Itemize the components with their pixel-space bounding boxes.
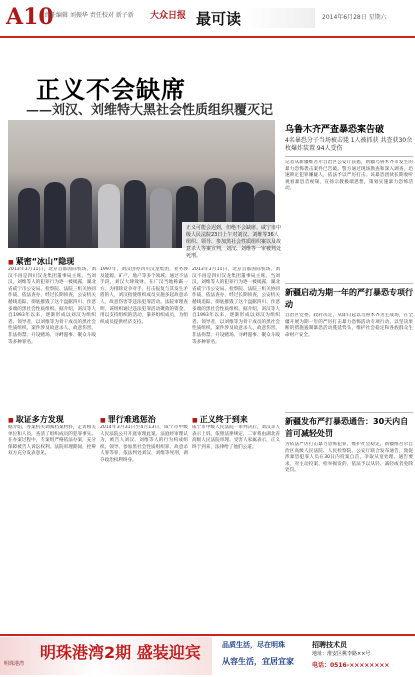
column-name: 最可读 bbox=[196, 10, 242, 28]
section-text-1b: 1997年，刘汉创办四川汉龙集团，业务涉及能源、矿产、地产等多个领域。通过不法手段，刘汉大肆敛财，在广汉当地称霸一方。为排除竞争对手，打击报复与其发生矛盾的人，刘汉指使组织成员实施多起故意杀人、故意伤害等违法犯罪活动。法院审理查明，该组织通过违法犯罪活动聚敛的资金，用以支持组织的活动，豢养组织成员，为组织成员提供经济支持。 bbox=[100, 267, 188, 325]
column-banner bbox=[245, 8, 315, 28]
ad-banner-left-text: 明珠港湾2期 盛装迎宾 bbox=[40, 643, 201, 662]
right-mid-text: 自治区党委、政府决定，从即日起以乌鲁木齐为主战场，在全疆开展为期一年的严厉打击暴力恐怖活动专项行动，以坚决果断的措施遏制暴恐活动蔓延势头，维护社会稳定和各族群众生命财产安全。 bbox=[285, 313, 413, 338]
right-divider bbox=[285, 283, 413, 284]
section-head-1: ■ 紧密“冰山”隐现 bbox=[8, 256, 74, 267]
ad-banner-right-line2: 从容生活，宜居宜家 bbox=[222, 657, 294, 666]
issue-date: 2014年6月28日 星期六 bbox=[322, 14, 387, 21]
ad-banner-left-name: 明珠港湾 bbox=[4, 661, 25, 667]
paper-logo: 大众日报 bbox=[150, 11, 187, 21]
page-editors: 责任编辑 刘振华 责任校对 新子新 bbox=[44, 12, 134, 19]
right-bottom-title: 新疆发布严打暴恐通告：30天内自首可减轻处罚 bbox=[285, 417, 409, 438]
section-text-5: 咸宁市中级人民法院一审判决后，刘汉等人表示上诉。依照法律规定，二审将由湖北省高级人民法院审理。受害人家属表示，正义终于到来，法律给了他们公道。 bbox=[192, 425, 280, 450]
ad-banner-right-line1: 品质生活，尽在明珠 bbox=[222, 641, 285, 649]
right-top-text: 记者从新疆维吾尔自治区公安厅获悉，新疆乌鲁木齐市发生的暴力恐怖袭击案件已告破。警方通过现场勘查和深入调查，迅速锁定犯罪嫌疑人，依法予以严厉打击。该暴恐团伙长期收听观看暴恐音视频，宣扬宗教极端思想，策划实施暴力恐怖活动。 bbox=[285, 160, 413, 192]
section-head-4: ■ 罪行难逃惩治 bbox=[100, 414, 156, 425]
ad-recruit-title: 招聘技术员 bbox=[312, 641, 347, 649]
section-text-4: 2014年3月31日至4月13日，咸宁市中级人民法院公开开庭审理此案。法庭经审理认为，被告人刘汉、刘维等人的行为构成组织、领导、参加黑社会性质组织罪、故意杀人罪等罪，依法判处刘汉、刘维等死刑，剥夺政治权利终身。 bbox=[100, 425, 188, 463]
right-mid-title: 新疆启动为期一年的严打暴恐专项行动 bbox=[285, 288, 413, 309]
section-head-5: ■ 正义终于到来 bbox=[192, 414, 248, 425]
right-column bbox=[285, 38, 413, 592]
section-text-1c: 2013年3月11日，北京首都国际机场。刘汉不再是四川汉龙集团董事局主席。当刘汉、刘维等人的犯罪行为逐一被揭露，湖北省咸宁市公安局、检察院、法院三机关协同作战，依法查办，经过长期侦查，公安机关循线追踪，彻底摧毁了这个盘踞四川、作恶多端的黑社会性质组织。据介绍，刘汉等人自1993年以来，逐渐形成以刘汉为组织者、领导者，以刘维等为骨干成员的黑社会性质组织。案件涉及故意杀人、故意伤害、非法拘禁、开设赌场、寻衅滋事、聚众斗殴等多种罪名。 bbox=[192, 267, 280, 345]
right-divider bbox=[285, 412, 413, 413]
photo-caption: 正义可能会迟到，但绝不会缺席。咸宁市中级人民法院23日上午对刘汉、刘维等36人组织、领导、参加黑社会性质组织案以及故意杀人等案宣判，刘汉、刘维等一审被判处死刑。 bbox=[186, 225, 282, 259]
right-top-title: 乌鲁木齐严查暴恐案告破 bbox=[285, 125, 385, 135]
right-top-subtitle: 4名暴恐分子当场被击毙 1人被抓获 共查获30余枚爆炸装置 94人受伤 bbox=[285, 137, 413, 152]
section-text-3: 据介绍，办案机关调阅档案材料，走访相关单位和人员，查清了组织成员的犯罪事实。在办案过程中，专案组严格依法办案，充分保障被告人诉讼权利。法院审理期间，控辩双方充分发表意见。 bbox=[8, 425, 96, 457]
right-divider bbox=[285, 156, 413, 157]
headline: 正义不会缺席 bbox=[36, 75, 186, 104]
page-number: A10 bbox=[6, 4, 54, 30]
section-head-3: ■ 取证多方发现 bbox=[8, 414, 64, 425]
section-text-1: 2013年3月11日，北京首都国际机场。刘汉不再是四川汉龙集团董事局主席。当刘汉、刘维等人的犯罪行为逐一被揭露，湖北省咸宁市公安局、检察院、法院三机关协同作战，依法查办，经过长期侦查，公安机关循线追踪，彻底摧毁了这个盘踞四川、作恶多端的黑社会性质组织。据介绍，刘汉等人自1993年以来，逐渐形成以刘汉为组织者、领导者，以刘维等为骨干成员的黑社会性质组织。案件涉及故意杀人、故意伤害、非法拘禁、开设赌场、寻衅滋事、聚众斗殴等多种罪名。 bbox=[8, 267, 96, 345]
ad-recruit-address: 地址：淮安区桃李路××号 bbox=[312, 651, 371, 657]
right-bottom-text: 为依法严厉打击暴力恐怖犯罪，维护社会稳定，新疆维吾尔自治区高级人民法院、人民检察院、公安厅联合发布通告，敦促涉暴恐犯罪人员在30日内投案自首，争取从宽处理。通告要求，对主动投案、检举揭发的，依法予以从轻、减轻或者免除处罚。 bbox=[285, 442, 413, 474]
ad-recruit-phone: 电话：0516-×××××××× bbox=[312, 662, 390, 669]
subheadline: ——刘汉、刘维特大黑社会性质组织覆灭记 bbox=[26, 103, 274, 118]
